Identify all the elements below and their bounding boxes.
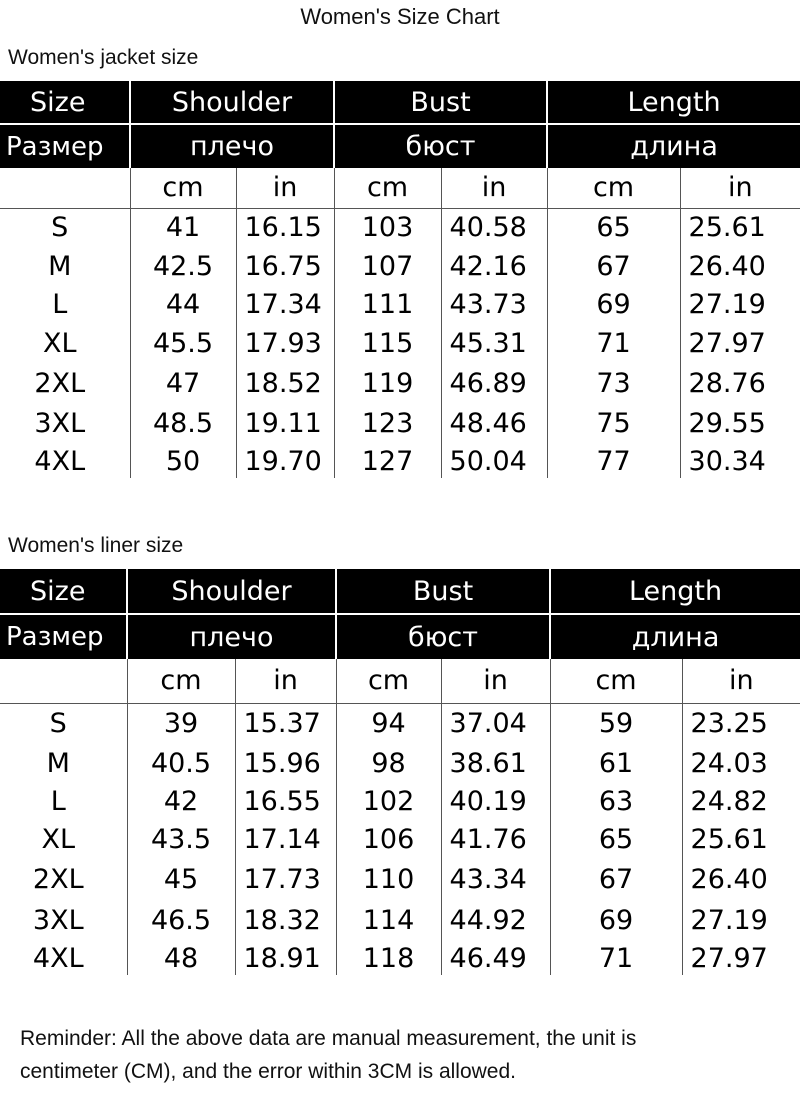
table-row bbox=[0, 364, 800, 402]
length-cm-cell: 67 bbox=[547, 246, 680, 286]
size-cell: S bbox=[51, 211, 69, 243]
length-cm-cell: 77 bbox=[547, 444, 680, 478]
size-cell: L bbox=[52, 288, 68, 320]
length-cm-cell: 69 bbox=[547, 286, 680, 322]
table-row bbox=[0, 444, 800, 478]
bust-header: Bust bbox=[336, 569, 550, 614]
size-cell: S bbox=[49, 707, 67, 739]
shoulder-cm-cell: 42.5 bbox=[130, 246, 236, 286]
page-title-part1: Women's bbox=[300, 4, 391, 29]
size-cell: XL bbox=[42, 327, 77, 359]
shoulder-cm-cell: 50 bbox=[130, 444, 236, 478]
shoulder-header: Shoulder bbox=[130, 81, 334, 124]
bust-in-cell: 41.76 bbox=[441, 819, 550, 859]
bust-in-cell: 38.61 bbox=[441, 743, 550, 783]
length-cm-cell: 71 bbox=[550, 941, 682, 975]
size-header-ru: Размер bbox=[0, 614, 127, 659]
size-header: Size bbox=[0, 81, 130, 124]
length-cm-cell: 75 bbox=[547, 402, 680, 444]
shoulder-cm-cell: 45.5 bbox=[130, 322, 236, 364]
length-cm-cell: 67 bbox=[550, 859, 682, 899]
page-title bbox=[0, 4, 800, 30]
length-in-cell: 24.82 bbox=[682, 783, 800, 819]
length-cm-cell: 71 bbox=[547, 322, 680, 364]
length-in-cell: 28.76 bbox=[680, 364, 800, 402]
length-in-cell: 30.34 bbox=[680, 444, 800, 478]
bust-header-ru: бюст bbox=[334, 124, 547, 168]
unit-in: in bbox=[441, 168, 547, 208]
length-in-cell: 24.03 bbox=[682, 743, 800, 783]
bust-in-cell: 50.04 bbox=[441, 444, 547, 478]
bust-in-cell: 45.31 bbox=[441, 322, 547, 364]
shoulder-in-cell: 17.73 bbox=[235, 859, 336, 899]
length-in-cell: 27.97 bbox=[680, 322, 800, 364]
reminder-line-2: centimeter (CM), and the error within 3CM is allowed. bbox=[20, 1060, 517, 1083]
shoulder-in-cell: 17.93 bbox=[236, 322, 334, 364]
unit-cm: cm bbox=[127, 659, 235, 703]
size-cell: L bbox=[50, 785, 66, 817]
jacket-size-table bbox=[0, 81, 800, 478]
bust-header-ru: бюст bbox=[336, 614, 550, 659]
length-header-ru: длина bbox=[550, 614, 800, 659]
header-row-english bbox=[0, 81, 800, 124]
shoulder-header-ru: плечо bbox=[127, 614, 336, 659]
shoulder-in-cell: 18.32 bbox=[235, 899, 336, 941]
bust-cm-cell: 111 bbox=[334, 286, 441, 322]
size-cell: 4XL bbox=[32, 942, 84, 974]
size-header: Size bbox=[0, 569, 127, 614]
length-in-cell: 27.97 bbox=[682, 941, 800, 975]
bust-in-cell: 43.34 bbox=[441, 859, 550, 899]
bust-in-cell: 43.73 bbox=[441, 286, 547, 322]
shoulder-cm-cell: 46.5 bbox=[127, 899, 235, 941]
jacket-size-title: Women's jacket size bbox=[8, 46, 199, 69]
table-row bbox=[0, 783, 800, 819]
shoulder-cm-cell: 40.5 bbox=[127, 743, 235, 783]
reminder-line-1: Reminder: All the above data are manual measurement, the unit is bbox=[20, 1027, 637, 1050]
length-header-ru: длина bbox=[547, 124, 800, 168]
length-cm-cell: 63 bbox=[550, 783, 682, 819]
length-in-cell: 27.19 bbox=[680, 286, 800, 322]
length-in-cell: 29.55 bbox=[680, 402, 800, 444]
shoulder-cm-cell: 42 bbox=[127, 783, 235, 819]
size-cell: M bbox=[48, 250, 72, 282]
length-in-cell: 25.61 bbox=[682, 819, 800, 859]
bust-in-cell: 37.04 bbox=[441, 703, 550, 743]
table-row bbox=[0, 819, 800, 859]
table-row bbox=[0, 743, 800, 783]
length-cm-cell: 69 bbox=[550, 899, 682, 941]
bust-cm-cell: 127 bbox=[334, 444, 441, 478]
unit-in: in bbox=[441, 659, 550, 703]
bust-cm-cell: 115 bbox=[334, 322, 441, 364]
table-row bbox=[0, 208, 800, 246]
unit-cm: cm bbox=[130, 168, 236, 208]
shoulder-in-cell: 17.34 bbox=[236, 286, 334, 322]
shoulder-in-cell: 18.91 bbox=[235, 941, 336, 975]
size-cell: 4XL bbox=[34, 445, 86, 477]
shoulder-in-cell: 19.11 bbox=[236, 402, 334, 444]
shoulder-cm-cell: 39 bbox=[127, 703, 235, 743]
bust-in-cell: 40.19 bbox=[441, 783, 550, 819]
bust-in-cell: 40.58 bbox=[441, 208, 547, 246]
shoulder-in-cell: 15.37 bbox=[235, 703, 336, 743]
bust-cm-cell: 106 bbox=[336, 819, 441, 859]
header-row-russian bbox=[0, 124, 800, 168]
shoulder-cm-cell: 41 bbox=[130, 208, 236, 246]
length-cm-cell: 65 bbox=[550, 819, 682, 859]
shoulder-cm-cell: 48 bbox=[127, 941, 235, 975]
units-row bbox=[0, 659, 800, 703]
header-row-english bbox=[0, 569, 800, 614]
unit-cm: cm bbox=[334, 168, 441, 208]
shoulder-cm-cell: 45 bbox=[127, 859, 235, 899]
table-row bbox=[0, 703, 800, 743]
reminder-note bbox=[20, 1022, 790, 1088]
bust-in-cell: 44.92 bbox=[441, 899, 550, 941]
size-cell: 2XL bbox=[34, 367, 86, 399]
size-cell: 3XL bbox=[34, 407, 86, 439]
bust-in-cell: 46.49 bbox=[441, 941, 550, 975]
shoulder-in-cell: 16.75 bbox=[236, 246, 334, 286]
length-cm-cell: 59 bbox=[550, 703, 682, 743]
length-cm-cell: 65 bbox=[547, 208, 680, 246]
bust-cm-cell: 107 bbox=[334, 246, 441, 286]
bust-cm-cell: 110 bbox=[336, 859, 441, 899]
table-row bbox=[0, 246, 800, 286]
shoulder-in-cell: 15.96 bbox=[235, 743, 336, 783]
table-row bbox=[0, 941, 800, 975]
bust-cm-cell: 118 bbox=[336, 941, 441, 975]
unit-cm: cm bbox=[336, 659, 441, 703]
length-in-cell: 26.40 bbox=[682, 859, 800, 899]
table-row bbox=[0, 286, 800, 322]
length-header: Length bbox=[547, 81, 800, 124]
length-in-cell: 26.40 bbox=[680, 246, 800, 286]
bust-in-cell: 48.46 bbox=[441, 402, 547, 444]
length-in-cell: 23.25 bbox=[682, 703, 800, 743]
size-header-ru: Размер bbox=[0, 124, 130, 168]
bust-in-cell: 46.89 bbox=[441, 364, 547, 402]
unit-in: in bbox=[235, 659, 336, 703]
bust-cm-cell: 119 bbox=[334, 364, 441, 402]
bust-cm-cell: 94 bbox=[336, 703, 441, 743]
shoulder-in-cell: 16.15 bbox=[236, 208, 334, 246]
units-row bbox=[0, 168, 800, 208]
bust-cm-cell: 103 bbox=[334, 208, 441, 246]
table-row bbox=[0, 402, 800, 444]
length-in-cell: 27.19 bbox=[682, 899, 800, 941]
shoulder-in-cell: 16.55 bbox=[235, 783, 336, 819]
size-cell: 3XL bbox=[32, 904, 84, 936]
size-cell: XL bbox=[41, 823, 76, 855]
header-row-russian bbox=[0, 614, 800, 659]
shoulder-header: Shoulder bbox=[127, 569, 336, 614]
shoulder-cm-cell: 44 bbox=[130, 286, 236, 322]
bust-cm-cell: 98 bbox=[336, 743, 441, 783]
length-cm-cell: 73 bbox=[547, 364, 680, 402]
shoulder-in-cell: 17.14 bbox=[235, 819, 336, 859]
shoulder-cm-cell: 47 bbox=[130, 364, 236, 402]
shoulder-in-cell: 19.70 bbox=[236, 444, 334, 478]
length-cm-cell: 61 bbox=[550, 743, 682, 783]
liner-size-table bbox=[0, 569, 800, 975]
unit-cm: cm bbox=[547, 168, 680, 208]
length-in-cell: 25.61 bbox=[680, 208, 800, 246]
shoulder-cm-cell: 43.5 bbox=[127, 819, 235, 859]
table-row bbox=[0, 322, 800, 364]
table-row bbox=[0, 859, 800, 899]
size-cell: M bbox=[46, 747, 70, 779]
bust-in-cell: 42.16 bbox=[441, 246, 547, 286]
bust-cm-cell: 102 bbox=[336, 783, 441, 819]
shoulder-cm-cell: 48.5 bbox=[130, 402, 236, 444]
unit-in: in bbox=[680, 168, 800, 208]
unit-cm: cm bbox=[550, 659, 682, 703]
size-cell: 2XL bbox=[32, 863, 84, 895]
shoulder-header-ru: плечо bbox=[130, 124, 334, 168]
page-title-part2: Size Chart bbox=[396, 4, 500, 29]
shoulder-in-cell: 18.52 bbox=[236, 364, 334, 402]
unit-in: in bbox=[682, 659, 800, 703]
bust-cm-cell: 123 bbox=[334, 402, 441, 444]
bust-cm-cell: 114 bbox=[336, 899, 441, 941]
table-row bbox=[0, 899, 800, 941]
unit-in: in bbox=[236, 168, 334, 208]
liner-size-title: Women's liner size bbox=[8, 534, 184, 557]
bust-header: Bust bbox=[334, 81, 547, 124]
length-header: Length bbox=[550, 569, 800, 614]
